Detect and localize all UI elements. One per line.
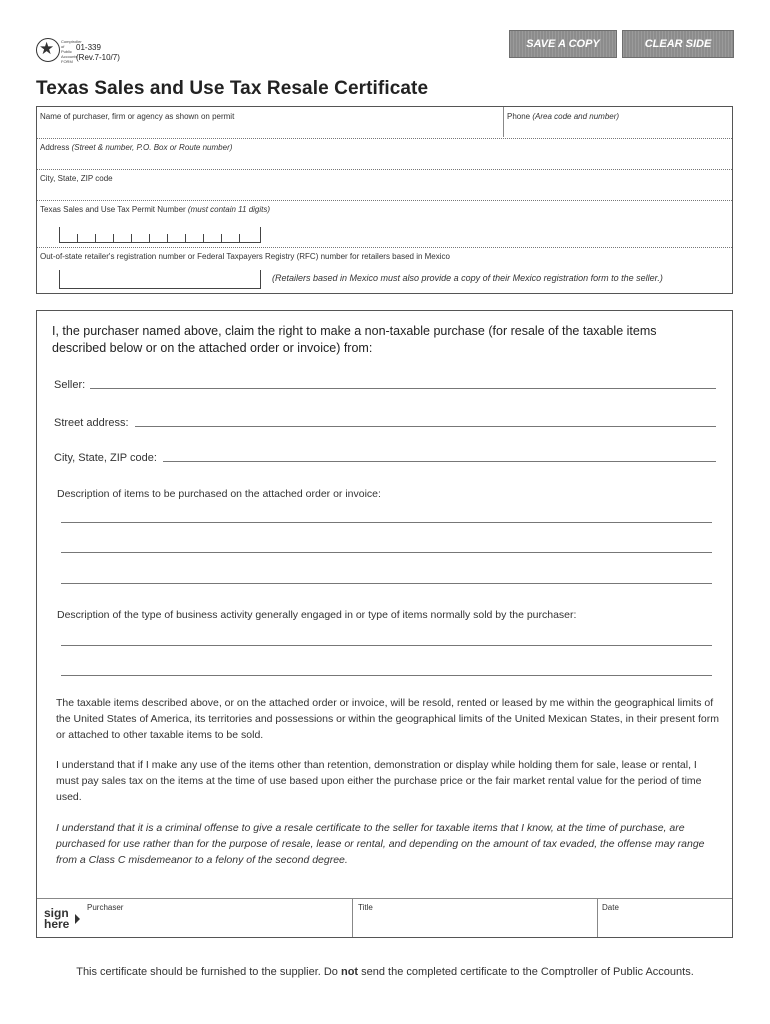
page-title: Texas Sales and Use Tax Resale Certificate <box>36 78 429 99</box>
street-address-label: Street address: <box>54 417 129 429</box>
address-hint: (Street & number, P.O. Box or Route number) <box>71 143 233 152</box>
signature-row-divider <box>37 898 732 899</box>
use-tax-paragraph: I understand that if I make any use of the items other than retention, demonstration or display while holding them for sale, lease or rental, I must pay sales tax on the items at the time of use based upon either the purchase price or the fair market rental value for the period of time used. <box>56 759 702 803</box>
save-copy-button[interactable]: SAVE A COPY <box>509 30 617 58</box>
form-number-block <box>76 43 120 63</box>
permit-number-label-group <box>40 205 270 214</box>
signature-divider <box>352 898 353 937</box>
clear-side-button[interactable]: CLEAR SIDE <box>622 30 734 58</box>
row-divider <box>37 247 732 248</box>
form-number: 01-339 <box>76 43 101 52</box>
title-field[interactable] <box>356 912 594 934</box>
permit-number-label: Texas Sales and Use Tax Permit Number <box>40 205 188 214</box>
phone-hint: (Area code and number) <box>532 112 620 121</box>
star-icon: ★ <box>39 39 55 58</box>
row-divider <box>37 200 732 201</box>
signature-divider <box>597 898 598 937</box>
title-label: Title <box>358 903 373 912</box>
criminal-offense-paragraph: I understand that it is a criminal offense to give a resale certificate to the seller for taxable items that I know, at the time of purchase, are purchased for use rather than for the purpose of resale, lease or rental, and depending on the amount of tax evaded, the offense may range from a Class C misdemeanor to a felony of the second degree. <box>56 822 705 866</box>
claim-statement: I, the purchaser named above, claim the right to make a non-taxable purchase (for resale of the taxable items described below or on the attached order or invoice) from: <box>52 324 657 355</box>
sign-here-line1: sign <box>44 906 69 920</box>
business-activity-line[interactable] <box>61 645 712 646</box>
sign-here-line2: here <box>44 917 70 931</box>
business-activity-label: Description of the type of business activity generally engaged in or type of items normally sold by the purchaser: <box>57 609 577 621</box>
city-state-zip-field[interactable] <box>40 184 730 198</box>
rfc-number-label: Out-of-state retailer's registration number or Federal Taxpayers Registry (RFC) number for retailers based in Mexico <box>40 252 450 261</box>
digit-separator <box>221 234 222 242</box>
items-description-line[interactable] <box>61 583 712 584</box>
date-label: Date <box>602 903 619 912</box>
agency-name: Comptroller of Public Accounts FORM <box>61 39 82 64</box>
purchaser-name-label: Name of purchaser, firm or agency as shown on permit <box>40 112 235 121</box>
digit-separator <box>185 234 186 242</box>
phone-label: Phone <box>507 112 533 121</box>
seller-field[interactable] <box>90 388 716 389</box>
digit-separator <box>131 234 132 242</box>
business-activity-line[interactable] <box>61 675 712 676</box>
form-revision: (Rev.7-10/7) <box>76 53 120 62</box>
city-state-zip-label: City, State, ZIP code <box>40 174 113 183</box>
date-field[interactable] <box>600 912 728 934</box>
permit-number-field[interactable] <box>59 227 261 243</box>
street-address-field[interactable] <box>135 426 716 427</box>
permit-number-hint: (must contain 11 digits) <box>187 205 271 214</box>
seller-label: Seller: <box>54 379 86 391</box>
digit-separator <box>203 234 204 242</box>
phone-field[interactable] <box>507 122 729 136</box>
mexico-note: (Retailers based in Mexico must also provide a copy of their Mexico registration form to the seller.) <box>272 273 663 283</box>
digit-separator <box>95 234 96 242</box>
purchaser-name-field[interactable] <box>40 122 500 136</box>
phone-label-group <box>507 112 619 121</box>
digit-separator <box>77 234 78 242</box>
rfc-number-field[interactable] <box>59 270 261 289</box>
items-description-line[interactable] <box>61 522 712 523</box>
purchaser-signature-label: Purchaser <box>87 903 124 912</box>
sign-here-marker <box>44 908 69 930</box>
resale-statement-paragraph: The taxable items described above, or on the attached order or invoice, will be resold, rented or leased by me within the geographical limits of the United States of America, its territories and possessions or within the geographical limits of the United Mexican States, in their present form or attached to other taxable items to be sold. <box>56 697 719 741</box>
seller-city-state-zip-label: City, State, ZIP code: <box>54 452 157 464</box>
arrow-right-icon <box>75 914 80 924</box>
row-divider <box>37 138 732 139</box>
digit-separator <box>113 234 114 242</box>
row-divider <box>37 169 732 170</box>
address-label: Address <box>40 143 72 152</box>
digit-separator <box>167 234 168 242</box>
footer-text-bold: not <box>340 966 359 978</box>
footer-text-before: This certificate should be furnished to the supplier. Do <box>76 966 341 978</box>
items-description-label: Description of items to be purchased on the attached order or invoice: <box>57 488 381 500</box>
address-label-group <box>40 143 232 152</box>
seller-city-state-zip-field[interactable] <box>163 461 716 462</box>
items-description-line[interactable] <box>61 552 712 553</box>
digit-separator <box>149 234 150 242</box>
name-phone-divider <box>503 107 504 137</box>
footer-text-after: send the completed certificate to the Comptroller of Public Accounts. <box>358 966 694 978</box>
purchaser-signature-field[interactable] <box>84 912 348 934</box>
footer-note <box>0 966 770 978</box>
address-field[interactable] <box>40 153 730 167</box>
digit-separator <box>239 234 240 242</box>
